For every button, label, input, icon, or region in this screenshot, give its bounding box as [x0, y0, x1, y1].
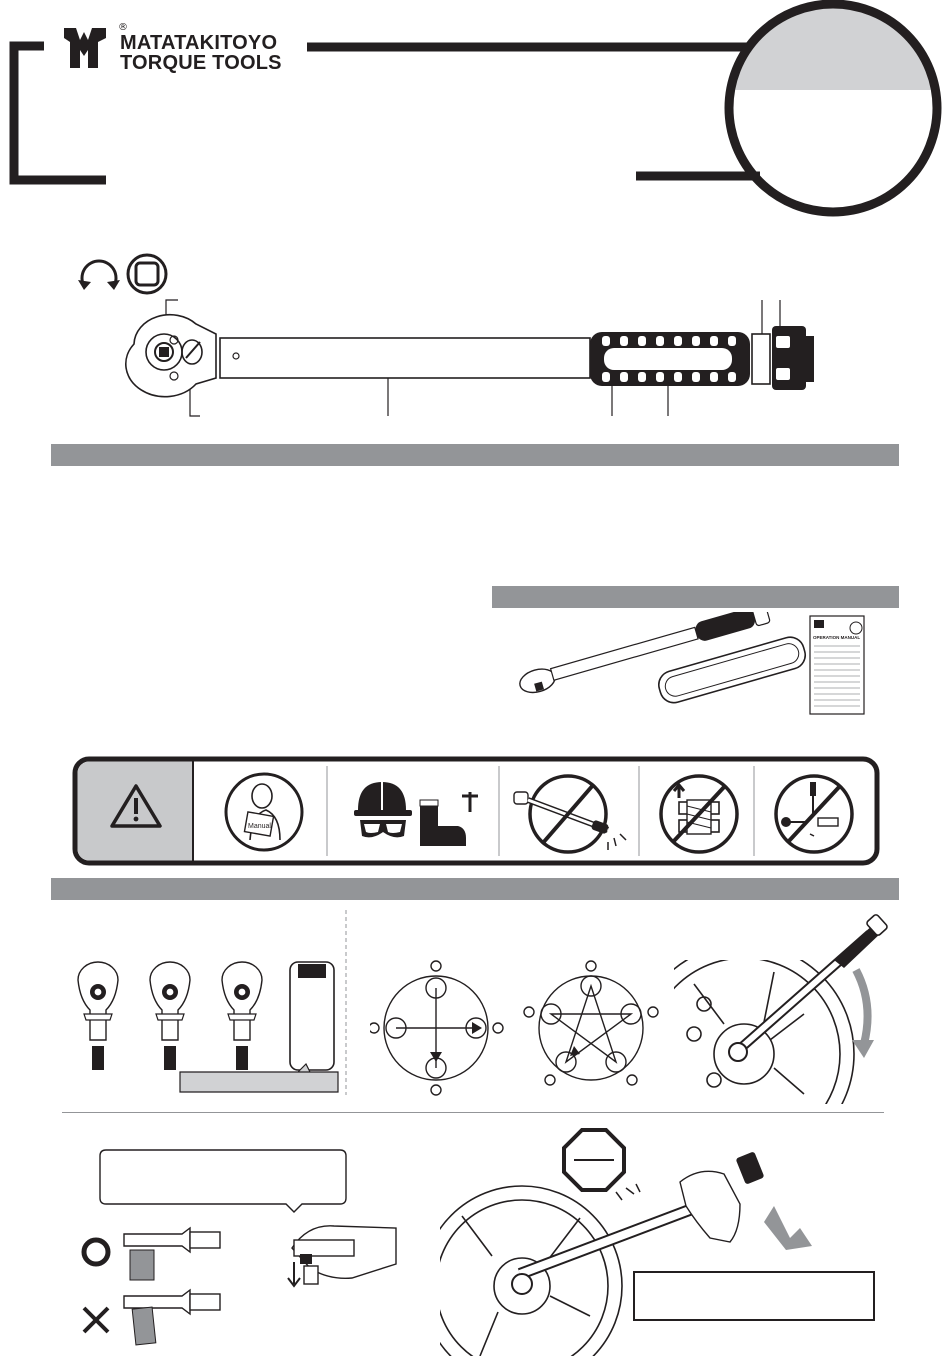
circle-correct-icon: [84, 1240, 108, 1264]
ratchet-direction-illustration: [62, 910, 362, 1100]
tightening-pattern-diagram: [370, 958, 680, 1098]
manual-thumbnail-title: OPERATION MANUAL: [813, 635, 861, 640]
warning-triangle-icon: [109, 782, 163, 830]
octagon-stop-icon: [564, 1130, 624, 1190]
cross-incorrect-icon: [84, 1308, 108, 1332]
rotation-arrows-icon: [74, 250, 124, 300]
no-striking-icon: [508, 772, 628, 856]
usage-separator: [62, 1112, 884, 1113]
square-drive-icon: [126, 253, 168, 295]
socket-fit-illustration: [72, 1128, 412, 1358]
section-bar-usage: [51, 878, 899, 900]
no-extension-bolt-icon: [657, 772, 741, 856]
registered-mark: ®: [118, 22, 128, 33]
wheel-tightening-illustration: [674, 904, 894, 1104]
section-bar-1: [51, 444, 899, 466]
section-bar-box-contents: [492, 586, 899, 608]
manual-illustration-label: Manual: [248, 823, 271, 830]
helmet-goggles-boots-icon: [350, 774, 490, 858]
no-screwdriver-disassembly-icon: [772, 772, 856, 856]
torque-wrench-diagram: [120, 296, 880, 426]
header-badge-circle: [718, 0, 948, 220]
brand-name-line1: MATATAKITOYO: [120, 32, 278, 54]
brand-name-line2: TORQUE TOOLS: [120, 52, 282, 74]
click-stop-illustration: [440, 1126, 900, 1356]
box-contents-illustration: [500, 612, 900, 722]
read-manual-icon: [222, 770, 306, 854]
